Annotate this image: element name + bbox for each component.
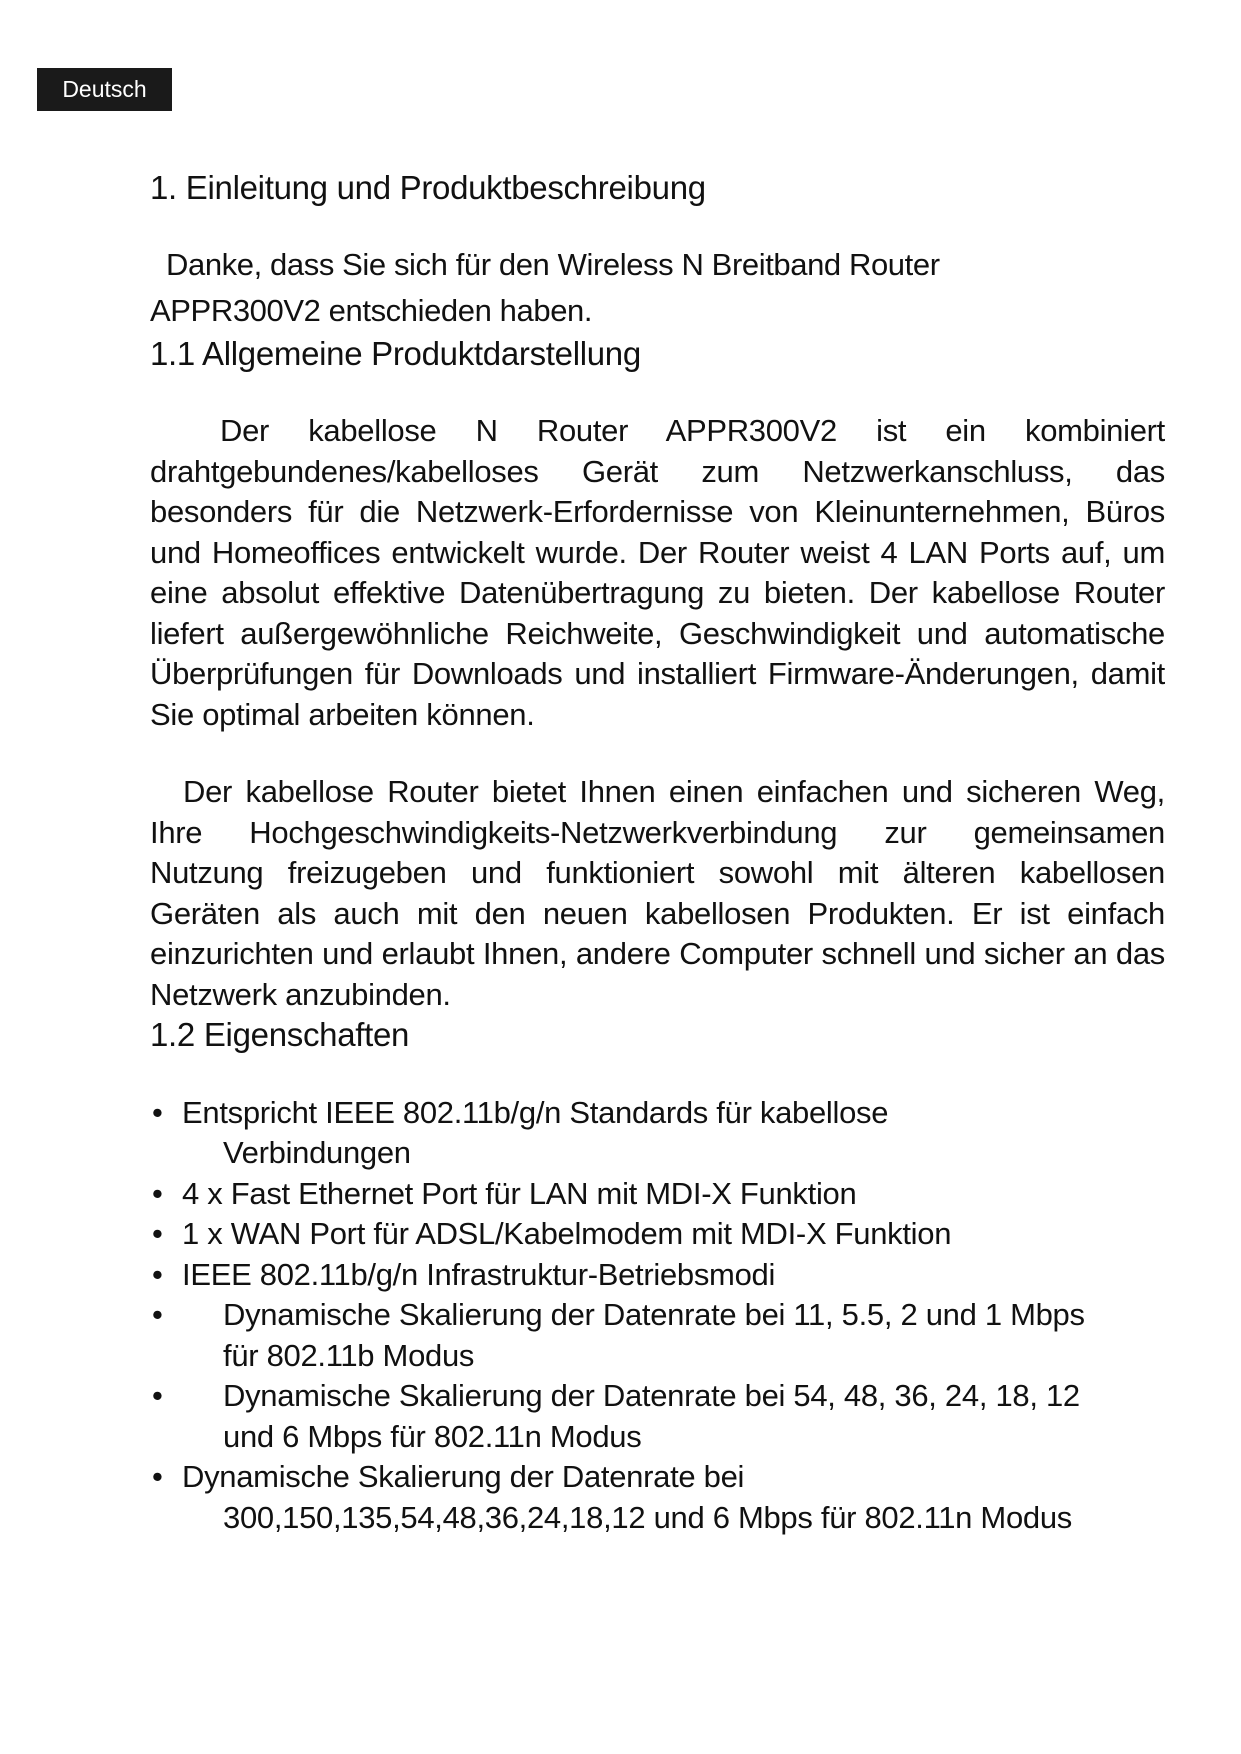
feature-text-continued: Verbindungen (223, 1135, 411, 1171)
bullet-icon: • (152, 1175, 163, 1211)
feature-list (150, 1093, 1165, 1539)
feature-item (150, 1214, 1165, 1255)
feature-item (150, 1457, 1165, 1538)
feature-item (150, 1093, 1165, 1174)
bullet-icon: • (152, 1216, 163, 1252)
language-tab: Deutsch (37, 68, 172, 111)
feature-text: Entspricht IEEE 802.11b/g/n Standards für kabellose (182, 1094, 889, 1130)
feature-item (150, 1295, 1165, 1376)
feature-text: 1 x WAN Port für ADSL/Kabelmodem mit MDI-X Funktion (182, 1216, 952, 1252)
bullet-icon: • (152, 1256, 163, 1292)
feature-text: Dynamische Skalierung der Datenrate bei 11, 5.5, 2 und 1 Mbps (223, 1297, 1085, 1333)
section-title-features: 1.2 Eigenschaften (150, 1016, 410, 1054)
overview-paragraph-1: Der kabellose N Router APPR300V2 ist ein kombiniert drahtgebundenes/kabelloses Gerät zum Netzwerkanschluss, das besonders für die Netzwerk-Erfordernisse von Kleinunternehmen, Büros und Homeoffices entwickelt wurde. Der Router weist 4 LAN Ports auf, um eine absolut effektive Datenübertragung zu bieten. Der kabellose Router liefert außergewöhnliche Reichweite, Geschwindigkeit und automatische Überprüfungen für Downloads und installiert Firmware-Änderungen, damit Sie optimal arbeiten können. (150, 413, 1165, 732)
feature-text-continued: und 6 Mbps für 802.11n Modus (223, 1418, 642, 1454)
intro-line-2: APPR300V2 entschieden haben. (150, 292, 593, 328)
feature-text: Dynamische Skalierung der Datenrate bei 54, 48, 36, 24, 18, 12 (223, 1378, 1080, 1414)
feature-text: 4 x Fast Ethernet Port für LAN mit MDI-X Funktion (182, 1175, 857, 1211)
feature-item (150, 1376, 1165, 1457)
feature-text: IEEE 802.11b/g/n Infrastruktur-Betriebsmodi (182, 1256, 776, 1292)
feature-item (150, 1255, 1165, 1296)
bullet-icon: • (152, 1297, 163, 1333)
intro-paragraph (150, 242, 1165, 334)
section-title-overview: 1.1 Allgemeine Produktdarstellung (150, 334, 641, 372)
feature-text-continued: 300,150,135,54,48,36,24,18,12 und 6 Mbps für 802.11n Modus (223, 1499, 1072, 1535)
feature-item (150, 1174, 1165, 1215)
bullet-icon: • (152, 1094, 163, 1130)
document-body (150, 168, 1165, 1538)
bullet-icon: • (152, 1459, 163, 1495)
intro-line-1: Danke, dass Sie sich für den Wireless N Breitband Router (166, 246, 940, 282)
overview-paragraph-2: Der kabellose Router bietet Ihnen einen einfachen und sicheren Weg, Ihre Hochgeschwindigkeits-Netzwerkverbindung zur gemeinsamen Nutzung freizugeben und funktioniert sowohl mit älteren kabellosen Geräten als auch mit den neuen kabellosen Produkten. Er ist einfach einzurichten und erlaubt Ihnen, andere Computer schnell und sicher an das Netzwerk anzubinden. (150, 774, 1165, 1012)
feature-text-continued: für 802.11b Modus (223, 1337, 475, 1373)
bullet-icon: • (152, 1378, 163, 1414)
feature-text: Dynamische Skalierung der Datenrate bei (182, 1459, 745, 1495)
section-title-introduction: 1. Einleitung und Produktbeschreibung (150, 169, 706, 206)
